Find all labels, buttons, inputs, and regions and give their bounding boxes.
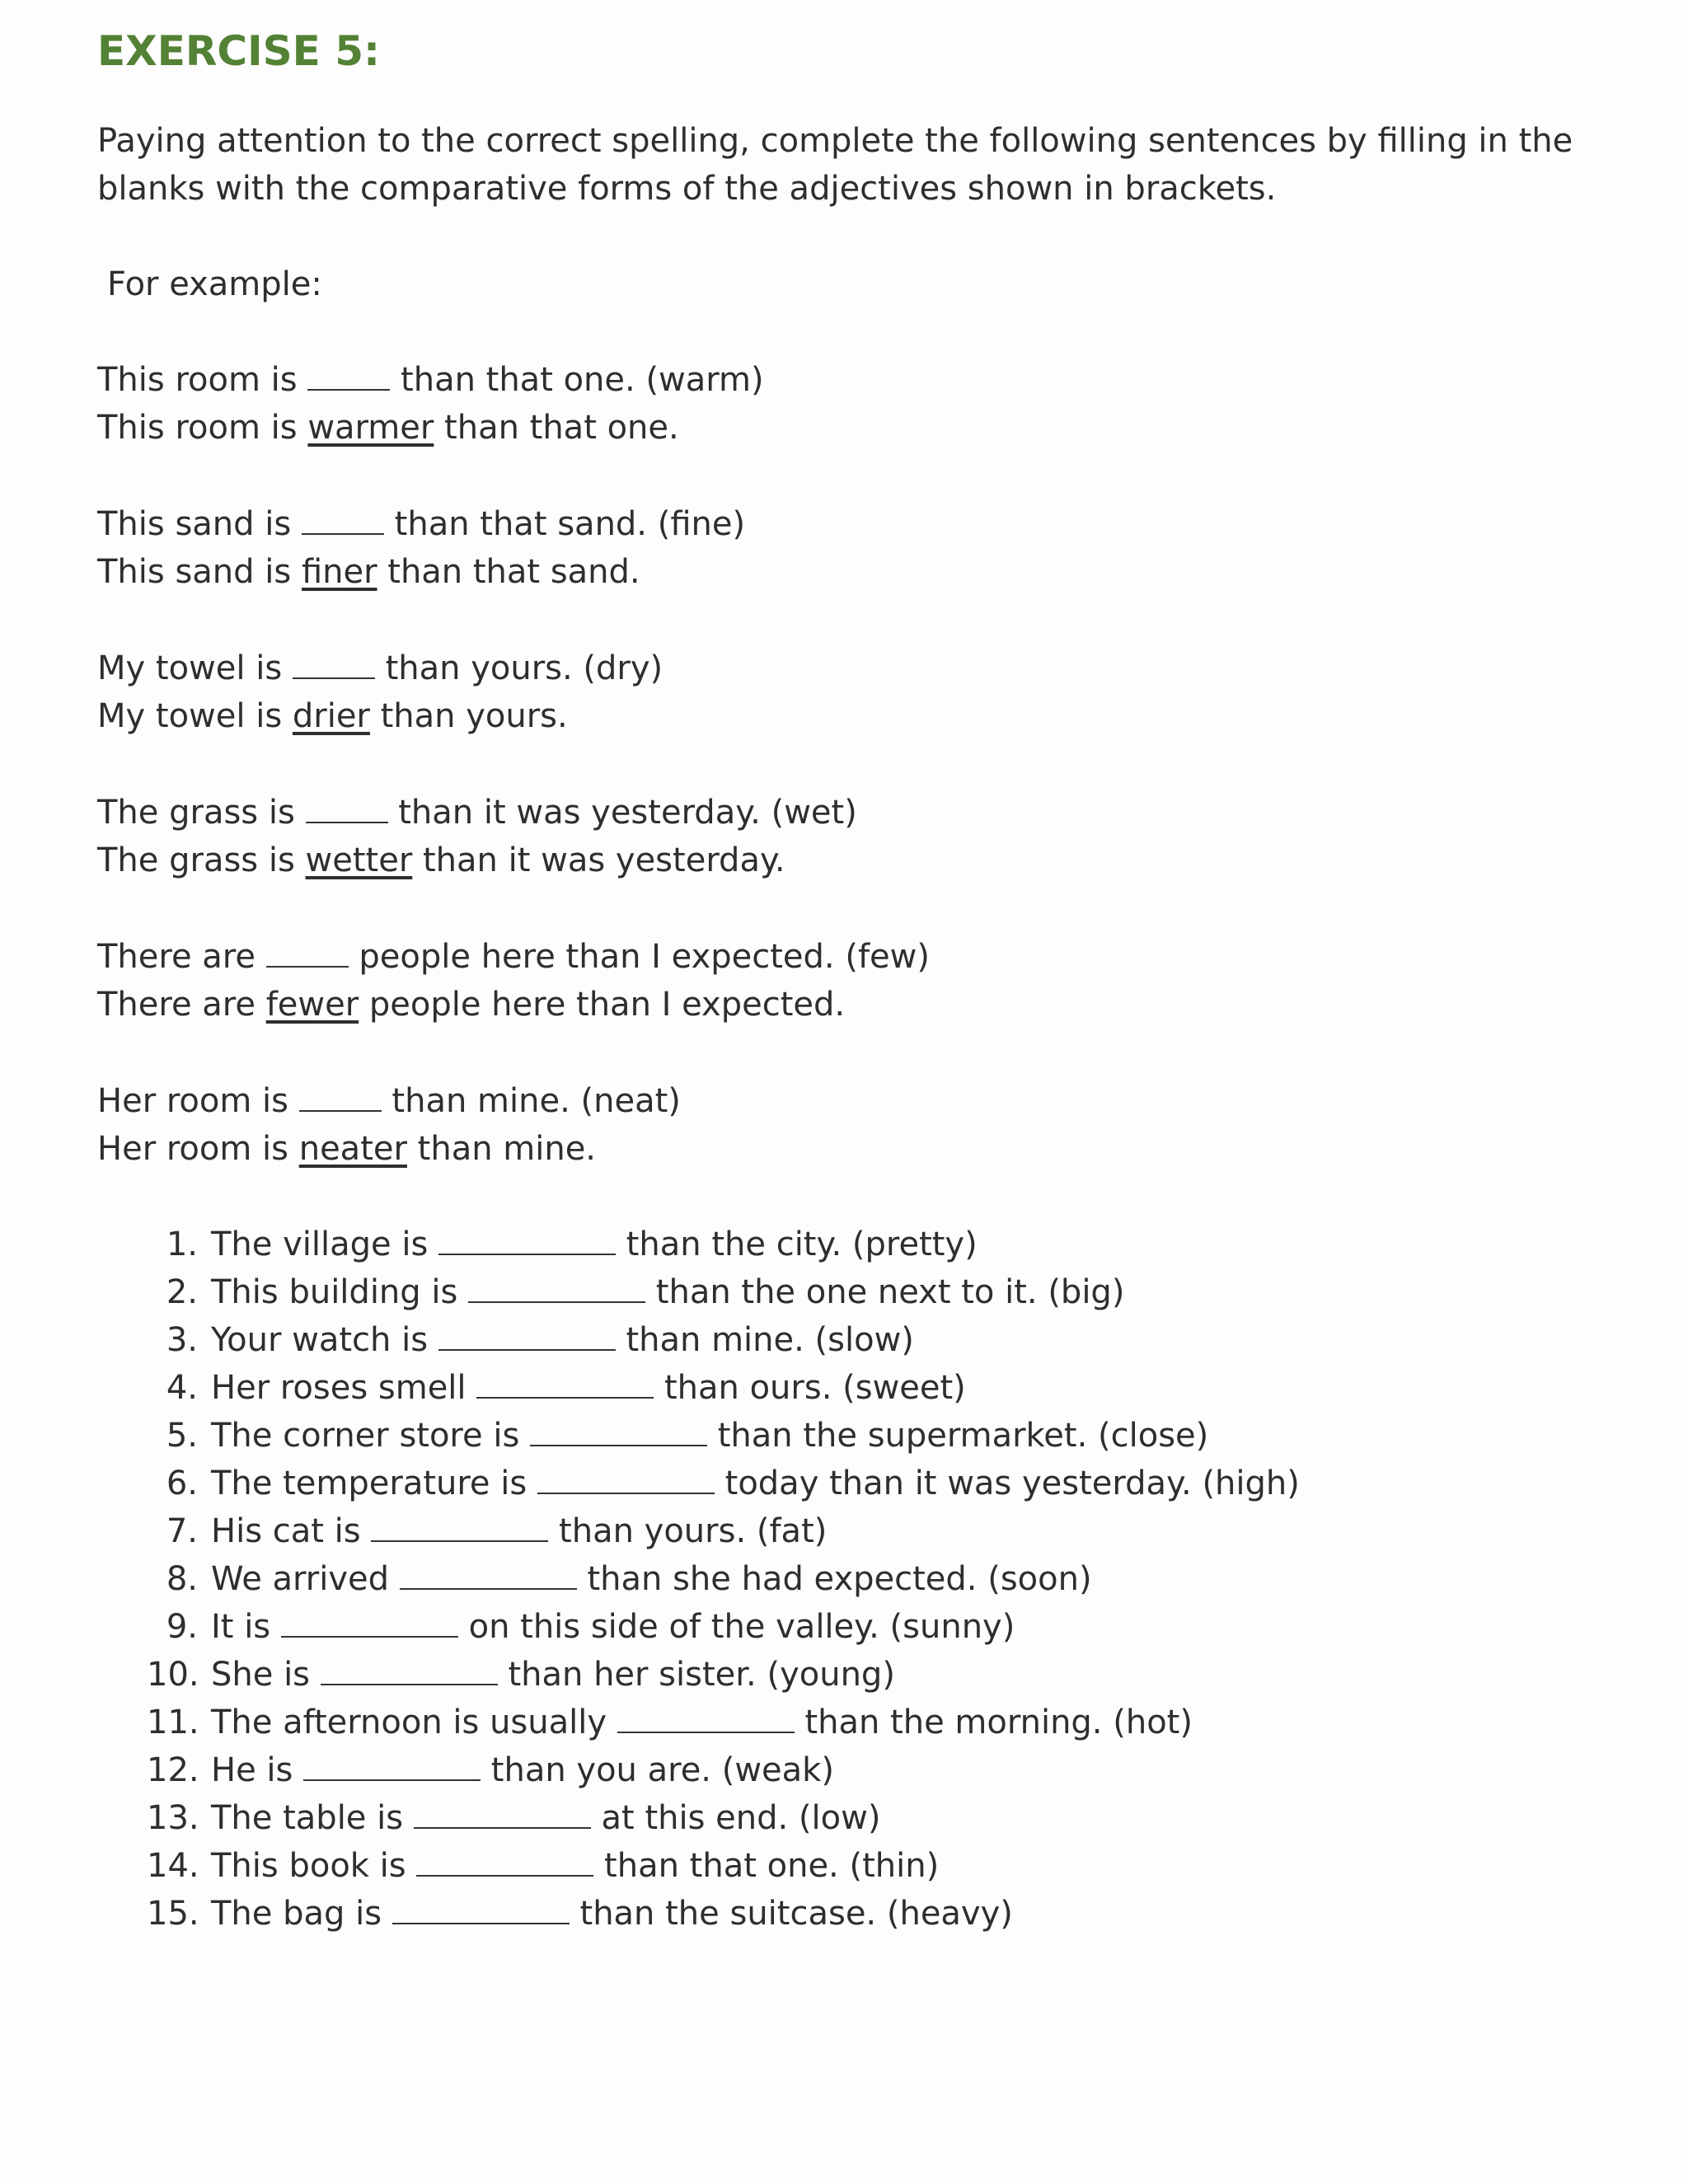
question-start: This room is bbox=[97, 361, 308, 399]
question-start: The grass is bbox=[97, 794, 306, 832]
example-answer-line bbox=[97, 1125, 1630, 1173]
exercise-item bbox=[147, 1507, 1630, 1555]
question-start: There are bbox=[97, 938, 266, 976]
answer-start: My towel is bbox=[97, 697, 293, 735]
item-start: He is bbox=[211, 1751, 304, 1789]
item-start: His cat is bbox=[211, 1512, 372, 1550]
answer-end: people here than I expected. bbox=[359, 986, 846, 1024]
answer-blank[interactable] bbox=[371, 1507, 548, 1542]
exercise-item bbox=[147, 1842, 1630, 1890]
item-start: We arrived bbox=[211, 1560, 400, 1598]
example-answer: neater bbox=[298, 1130, 407, 1168]
item-end: than yours. (fat) bbox=[548, 1512, 828, 1550]
example-answer: wetter bbox=[305, 841, 413, 879]
item-start: The temperature is bbox=[211, 1465, 537, 1502]
answer-end: than that one. bbox=[434, 409, 679, 447]
exercise-item bbox=[147, 1746, 1630, 1794]
example-answer-line bbox=[97, 404, 1630, 452]
answer-blank[interactable] bbox=[416, 1842, 593, 1877]
answer-end: than that sand. bbox=[377, 553, 640, 591]
item-end: than you are. (weak) bbox=[481, 1751, 834, 1789]
item-end: than the suitcase. (heavy) bbox=[569, 1895, 1013, 1933]
item-start: She is bbox=[211, 1656, 321, 1694]
question-end: than that sand. (fine) bbox=[383, 505, 746, 543]
item-text bbox=[198, 1460, 1300, 1507]
answer-blank[interactable] bbox=[281, 1603, 458, 1638]
exercise-list bbox=[97, 1221, 1630, 1938]
item-end: than ours. (sweet) bbox=[654, 1369, 966, 1407]
example-block bbox=[97, 933, 1630, 1029]
answer-blank[interactable] bbox=[438, 1221, 616, 1255]
answer-start: The grass is bbox=[97, 841, 306, 879]
exercise-title: EXERCISE 5: bbox=[97, 27, 381, 75]
item-number: 10. bbox=[147, 1656, 199, 1694]
item-number: 6. bbox=[166, 1465, 198, 1502]
example-block bbox=[97, 1077, 1630, 1173]
example-blank bbox=[306, 789, 388, 823]
answer-start: This room is bbox=[97, 409, 308, 447]
item-text bbox=[198, 1507, 827, 1555]
answer-blank[interactable] bbox=[392, 1890, 570, 1924]
item-start: The table is bbox=[211, 1799, 414, 1837]
example-block bbox=[97, 356, 1630, 452]
answer-blank[interactable] bbox=[530, 1412, 707, 1446]
answer-start: There are bbox=[97, 986, 266, 1024]
item-text bbox=[198, 1842, 939, 1890]
item-start: Your watch is bbox=[211, 1321, 438, 1359]
example-answer-line bbox=[97, 548, 1630, 596]
worksheet-page bbox=[97, 25, 1630, 1938]
exercise-item bbox=[147, 1221, 1630, 1268]
exercise-item bbox=[147, 1890, 1630, 1938]
item-end: than mine. (slow) bbox=[615, 1321, 914, 1359]
item-start: The bag is bbox=[211, 1895, 392, 1933]
answer-blank[interactable] bbox=[321, 1651, 498, 1685]
item-end: today than it was yesterday. (high) bbox=[714, 1465, 1300, 1502]
item-number: 11. bbox=[147, 1704, 199, 1741]
item-start: The village is bbox=[211, 1226, 439, 1263]
question-end: than that one. (warm) bbox=[390, 361, 764, 399]
answer-blank[interactable] bbox=[438, 1316, 616, 1351]
item-text bbox=[198, 1699, 1193, 1746]
item-start: The corner store is bbox=[211, 1417, 530, 1455]
item-text bbox=[198, 1746, 834, 1794]
example-question bbox=[97, 356, 1630, 404]
item-number: 8. bbox=[166, 1560, 198, 1598]
answer-blank[interactable] bbox=[400, 1555, 577, 1590]
item-number: 13. bbox=[147, 1799, 199, 1837]
item-start: It is bbox=[211, 1608, 281, 1646]
example-blank bbox=[299, 1077, 382, 1112]
question-start: This sand is bbox=[97, 505, 302, 543]
item-end: than she had expected. (soon) bbox=[576, 1560, 1092, 1598]
answer-end: than mine. bbox=[406, 1130, 597, 1168]
item-end: on this side of the valley. (sunny) bbox=[457, 1608, 1015, 1646]
answer-end: than it was yesterday. bbox=[412, 841, 785, 879]
exercise-item bbox=[147, 1316, 1630, 1364]
example-block bbox=[97, 644, 1630, 740]
example-question bbox=[97, 500, 1630, 548]
answer-end: than yours. bbox=[369, 697, 568, 735]
item-text bbox=[198, 1268, 1124, 1316]
question-end: than yours. (dry) bbox=[374, 649, 663, 687]
exercise-item bbox=[147, 1651, 1630, 1699]
item-text bbox=[198, 1890, 1013, 1938]
question-start: Her room is bbox=[97, 1082, 299, 1120]
item-text bbox=[198, 1221, 978, 1268]
item-number: 14. bbox=[147, 1847, 199, 1885]
example-block bbox=[97, 500, 1630, 596]
answer-start: Her room is bbox=[97, 1130, 299, 1168]
example-answer-line bbox=[97, 692, 1630, 740]
item-start: This building is bbox=[211, 1273, 469, 1311]
item-end: than the city. (pretty) bbox=[616, 1226, 978, 1263]
exercise-item bbox=[147, 1364, 1630, 1412]
answer-blank[interactable] bbox=[476, 1364, 654, 1399]
item-end: than the morning. (hot) bbox=[794, 1704, 1193, 1741]
question-end: people here than I expected. (few) bbox=[348, 938, 930, 976]
item-end: than her sister. (young) bbox=[497, 1656, 895, 1694]
item-text bbox=[198, 1603, 1015, 1651]
item-start: The afternoon is usually bbox=[211, 1704, 617, 1741]
exercise-item bbox=[147, 1555, 1630, 1603]
exercise-item bbox=[147, 1412, 1630, 1460]
item-start: Her roses smell bbox=[211, 1369, 477, 1407]
example-blank bbox=[307, 356, 390, 391]
item-number: 4. bbox=[166, 1369, 198, 1407]
item-number: 5. bbox=[166, 1417, 198, 1455]
item-number: 12. bbox=[147, 1751, 199, 1789]
example-answer: drier bbox=[292, 697, 370, 735]
item-end: than the one next to it. (big) bbox=[645, 1273, 1125, 1311]
example-question bbox=[97, 1077, 1630, 1125]
exercise-item bbox=[147, 1603, 1630, 1651]
example-answer: fewer bbox=[265, 986, 359, 1024]
item-number: 15. bbox=[147, 1895, 199, 1933]
example-question bbox=[97, 933, 1630, 981]
answer-blank[interactable] bbox=[414, 1794, 591, 1829]
item-start: This book is bbox=[211, 1847, 417, 1885]
instructions-text: Paying attention to the correct spelling, complete the following sentences by filling in the blanks with the comparative forms of the adjectives shown in brackets. bbox=[97, 122, 1573, 208]
item-text bbox=[198, 1316, 914, 1364]
question-end: than mine. (neat) bbox=[381, 1082, 681, 1120]
item-number: 9. bbox=[166, 1608, 198, 1646]
item-end: than that one. (thin) bbox=[593, 1847, 940, 1885]
answer-start: This sand is bbox=[97, 553, 302, 591]
example-blank bbox=[302, 500, 384, 535]
example-blank bbox=[266, 933, 349, 968]
exercise-item bbox=[147, 1794, 1630, 1842]
answer-blank[interactable] bbox=[617, 1699, 795, 1733]
example-blank bbox=[293, 644, 375, 679]
item-end: than the supermarket. (close) bbox=[707, 1417, 1209, 1455]
example-answer: warmer bbox=[307, 409, 434, 447]
answer-blank[interactable] bbox=[468, 1268, 645, 1303]
example-answer-line bbox=[97, 837, 1630, 884]
item-number: 3. bbox=[166, 1321, 198, 1359]
question-start: My towel is bbox=[97, 649, 293, 687]
item-number: 7. bbox=[166, 1512, 198, 1550]
example-answer: finer bbox=[301, 553, 377, 591]
question-end: than it was yesterday. (wet) bbox=[387, 794, 857, 832]
example-block bbox=[97, 789, 1630, 884]
item-text bbox=[198, 1364, 966, 1412]
example-question bbox=[97, 644, 1630, 692]
item-text bbox=[198, 1794, 880, 1842]
exercise-item bbox=[147, 1699, 1630, 1746]
item-end: at this end. (low) bbox=[590, 1799, 881, 1837]
item-text bbox=[198, 1651, 895, 1699]
item-number: 1. bbox=[166, 1226, 198, 1263]
example-label: For example: bbox=[107, 265, 322, 303]
exercise-item bbox=[147, 1268, 1630, 1316]
example-answer-line bbox=[97, 981, 1630, 1029]
item-number: 2. bbox=[166, 1273, 198, 1311]
answer-blank[interactable] bbox=[303, 1746, 481, 1781]
item-text bbox=[198, 1412, 1208, 1460]
item-text bbox=[198, 1555, 1092, 1603]
example-question bbox=[97, 789, 1630, 837]
exercise-item bbox=[147, 1460, 1630, 1507]
examples-section bbox=[97, 356, 1630, 1173]
answer-blank[interactable] bbox=[537, 1460, 715, 1494]
